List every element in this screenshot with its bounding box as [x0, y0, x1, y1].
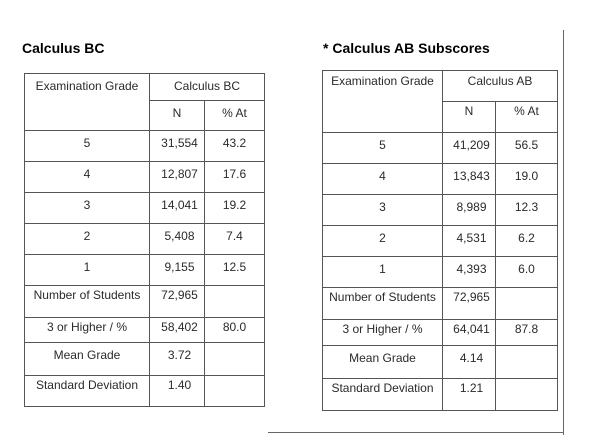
table-row	[323, 346, 558, 379]
pct-cell	[496, 346, 558, 379]
n-cell: 4,531	[443, 226, 496, 257]
table-header-row	[323, 71, 558, 102]
pct-cell: 17.6	[205, 162, 265, 193]
pct-cell	[496, 379, 558, 411]
higher-label-cell: 3 or Higher / %	[25, 318, 150, 343]
pct-cell: 56.5	[496, 133, 558, 164]
calculus-ab-table	[322, 70, 558, 411]
table-row	[25, 193, 265, 224]
pct-cell: 19.0	[496, 164, 558, 195]
grade-cell: 5	[25, 131, 150, 162]
table-row	[25, 131, 265, 162]
students-label-cell: Number of Students	[25, 286, 150, 318]
pct-cell: 43.2	[205, 131, 265, 162]
n-header: N	[443, 102, 496, 133]
table-row	[323, 195, 558, 226]
pct-cell: 6.2	[496, 226, 558, 257]
table-row	[323, 320, 558, 346]
examination-grade-header: Examination Grade	[25, 74, 150, 131]
pct-cell	[205, 286, 265, 318]
grade-cell: 3	[25, 193, 150, 224]
table-row	[323, 379, 558, 411]
grade-cell: 3	[323, 195, 443, 226]
grade-cell: 2	[323, 226, 443, 257]
n-cell: 12,807	[150, 162, 205, 193]
students-label-cell: Number of Students	[323, 288, 443, 320]
grade-cell: 4	[25, 162, 150, 193]
n-cell: 41,209	[443, 133, 496, 164]
table-row	[25, 343, 265, 376]
page-frame-bottom-edge	[268, 432, 564, 433]
table-row	[25, 318, 265, 343]
n-cell: 4,393	[443, 257, 496, 288]
table-row	[323, 257, 558, 288]
pct-cell: 87.8	[496, 320, 558, 346]
table-row	[25, 286, 265, 318]
grade-cell: 5	[323, 133, 443, 164]
calculus-ab-group-header: Calculus AB	[443, 71, 558, 102]
n-cell: 64,041	[443, 320, 496, 346]
pct-header: % At	[205, 101, 265, 131]
n-cell: 72,965	[443, 288, 496, 320]
calculus-bc-table	[24, 73, 265, 407]
examination-grade-header: Examination Grade	[323, 71, 443, 133]
sd-label-cell: Standard Deviation	[25, 376, 150, 407]
higher-label-cell: 3 or Higher / %	[323, 320, 443, 346]
pct-cell	[205, 376, 265, 407]
n-cell: 9,155	[150, 255, 205, 286]
table-row	[323, 133, 558, 164]
table-row	[323, 226, 558, 257]
pct-cell: 12.5	[205, 255, 265, 286]
pct-cell: 12.3	[496, 195, 558, 226]
table-row	[25, 255, 265, 286]
sd-label-cell: Standard Deviation	[323, 379, 443, 411]
n-cell: 72,965	[150, 286, 205, 318]
grade-cell: 4	[323, 164, 443, 195]
mean-value-cell: 4.14	[443, 346, 496, 379]
n-header: N	[150, 101, 205, 131]
mean-label-cell: Mean Grade	[25, 343, 150, 376]
n-cell: 5,408	[150, 224, 205, 255]
sd-value-cell: 1.21	[443, 379, 496, 411]
sd-value-cell: 1.40	[150, 376, 205, 407]
pct-cell	[496, 288, 558, 320]
pct-header: % At	[496, 102, 558, 133]
n-cell: 31,554	[150, 131, 205, 162]
n-cell: 58,402	[150, 318, 205, 343]
pct-cell: 6.0	[496, 257, 558, 288]
table-row	[323, 288, 558, 320]
calculus-bc-title: Calculus BC	[22, 40, 105, 56]
pct-cell: 7.4	[205, 224, 265, 255]
n-cell: 14,041	[150, 193, 205, 224]
table-header-row	[25, 74, 265, 101]
table-row	[25, 224, 265, 255]
table-row	[25, 376, 265, 407]
pct-cell: 80.0	[205, 318, 265, 343]
calculus-bc-group-header: Calculus BC	[150, 74, 265, 101]
calculus-ab-subscores-title: * Calculus AB Subscores	[323, 40, 490, 56]
grade-cell: 1	[323, 257, 443, 288]
pct-cell	[205, 343, 265, 376]
page-frame-right-edge	[563, 30, 564, 435]
mean-label-cell: Mean Grade	[323, 346, 443, 379]
grade-cell: 2	[25, 224, 150, 255]
mean-value-cell: 3.72	[150, 343, 205, 376]
n-cell: 13,843	[443, 164, 496, 195]
pct-cell: 19.2	[205, 193, 265, 224]
n-cell: 8,989	[443, 195, 496, 226]
grade-cell: 1	[25, 255, 150, 286]
table-row	[25, 162, 265, 193]
table-row	[323, 164, 558, 195]
